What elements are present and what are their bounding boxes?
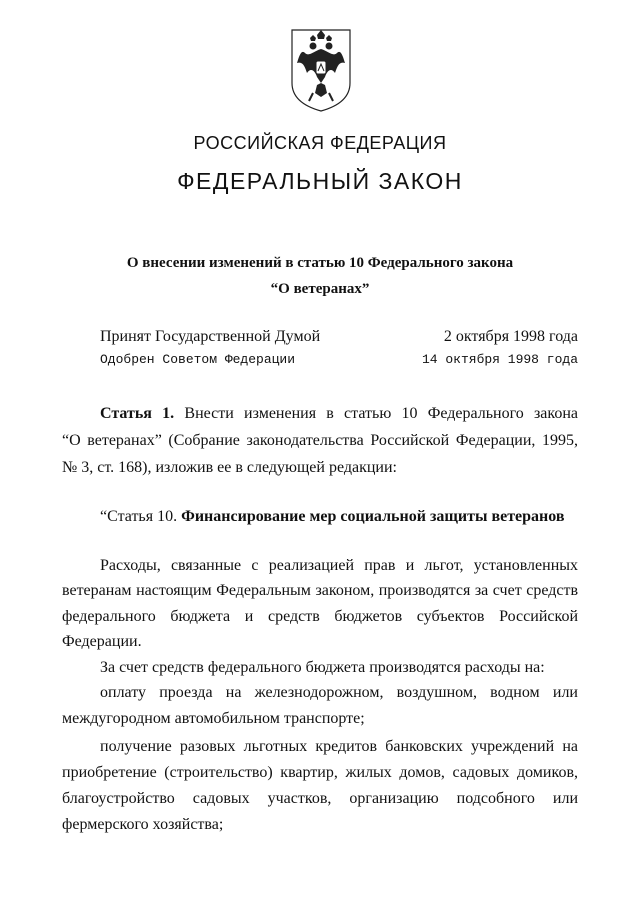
article-1-line-3: № 3, ст. 168), изложив ее в следующей редакции: — [62, 459, 397, 476]
article-1-line-2: “О ветеранах” (Собрание законодательства Российской Федерации, 1995, — [62, 432, 578, 449]
paragraph-4-line-2: приобретение (строительство) квартир, жилых домов, садовых домиков, — [62, 764, 578, 781]
article-10-prefix: “Статья 10. — [100, 508, 178, 525]
paragraph-4-line-3: благоустройство садовых участков, организацию подсобного или — [62, 790, 578, 807]
paragraph-4-line-1: получение разовых льготных кредитов банковских учреждений на — [100, 738, 578, 755]
document-type: ФЕДЕРАЛЬНЫЙ ЗАКОН — [177, 168, 463, 194]
council-approval-row — [100, 352, 578, 367]
coat-of-arms-icon — [289, 27, 353, 113]
paragraph-2: За счет средств федерального бюджета производятся расходы на: — [100, 659, 545, 676]
paragraph-1-line-1: Расходы, связанные с реализацией прав и льгот, установленных — [100, 557, 578, 574]
article-1-line-1 — [100, 404, 578, 424]
article-1-text: Внести изменения в статью 10 Федерального закона — [184, 405, 579, 422]
paragraph-3-line-2: междугородном автомобильном транспорте; — [62, 710, 365, 727]
duma-adoption-row — [100, 328, 578, 346]
duma-adoption-label: Принят Государственной Думой — [100, 328, 321, 345]
article-10-heading: Финансирование мер социальной защиты ветеранов — [181, 508, 565, 525]
paragraph-1-line-3: федерального бюджета и средств бюджетов субъектов Российской — [62, 608, 578, 625]
article-1-heading: Статья 1. — [100, 405, 175, 422]
council-approval-date: 14 октября 1998 года — [421, 352, 578, 367]
council-approval-label: Одобрен Советом Федерации — [100, 352, 296, 367]
paragraph-1-line-2: ветеранам настоящим Федеральным законом, производятся за счет средств — [62, 582, 578, 599]
paragraph-4-line-4: фермерского хозяйства; — [62, 816, 224, 833]
law-title-line-2: “О ветеранах” — [270, 281, 370, 297]
duma-adoption-date: 2 октября 1998 года — [443, 328, 578, 345]
paragraph-3-line-1: оплату проезда на железнодорожном, воздушном, водном или — [100, 684, 578, 701]
law-title-line-1: О внесении изменений в статью 10 Федерального закона — [126, 255, 514, 271]
paragraph-1-line-4: Федерации. — [62, 633, 142, 650]
article-10-heading-line — [100, 507, 578, 527]
country-name: РОССИЙСКАЯ ФЕДЕРАЦИЯ — [193, 133, 447, 153]
